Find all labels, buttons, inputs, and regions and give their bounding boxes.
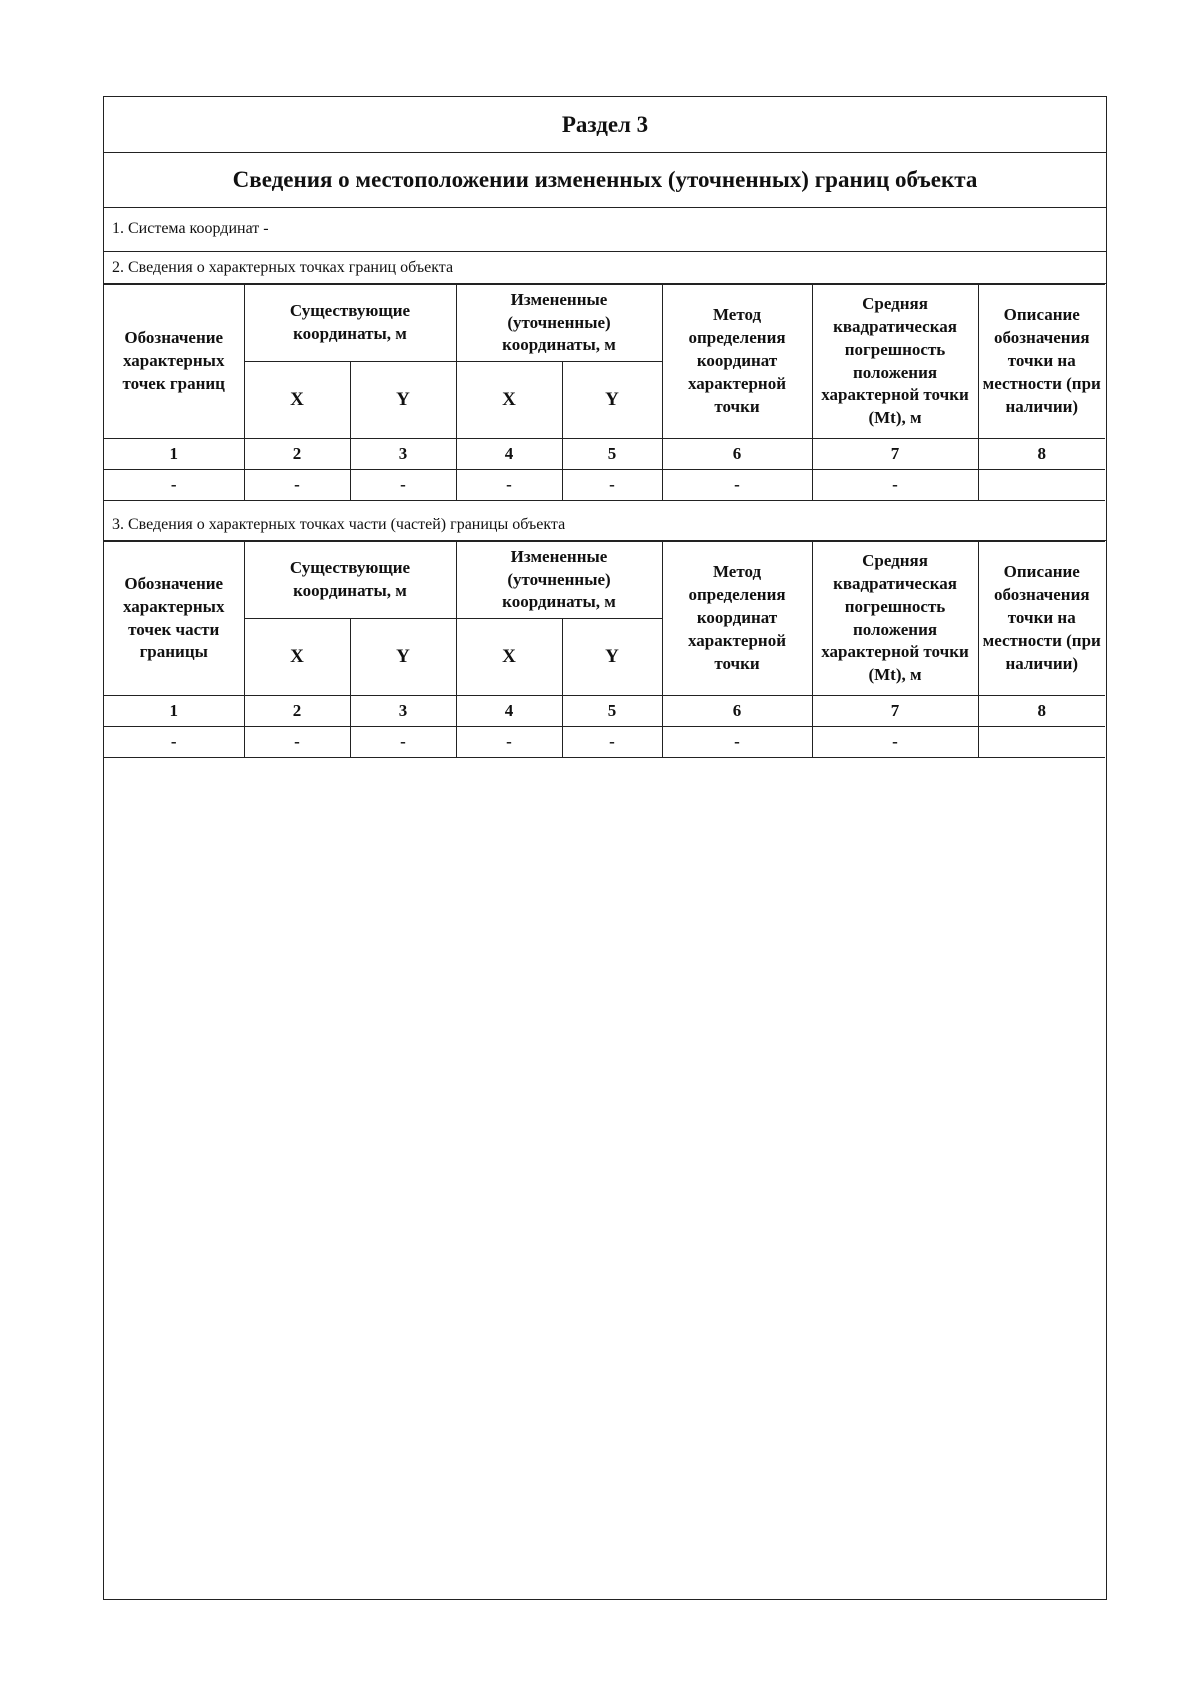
table-cell: - [562, 470, 662, 501]
header-mean-error: Средняя квадратическая погрешность положения характерной точки (Mt), м [812, 285, 978, 439]
table-cell [978, 470, 1105, 501]
header-point-designation: Обозначение характерных точек границ [104, 285, 244, 439]
table-cell: - [104, 470, 244, 501]
column-number: 4 [456, 439, 562, 470]
header-changed-coords: Измененные (уточненные) координаты, м [456, 285, 662, 362]
coordinate-system-line: 1. Система координат - [104, 207, 1106, 252]
table-cell: - [244, 727, 350, 758]
header-existing-x: X [244, 619, 350, 696]
header-changed-x: X [456, 619, 562, 696]
column-number: 3 [350, 439, 456, 470]
section-heading: Сведения о местоположении измененных (уточненных) границ объекта [104, 152, 1106, 208]
header-description: Описание обозначения точки на местности (при наличии) [978, 542, 1105, 696]
column-number: 7 [812, 696, 978, 727]
document-frame [103, 96, 1107, 1600]
table-cell: - [812, 727, 978, 758]
column-number: 8 [978, 439, 1105, 470]
table-cell: - [662, 727, 812, 758]
table-cell: - [662, 470, 812, 501]
table-cell: - [350, 470, 456, 501]
column-number: 6 [662, 696, 812, 727]
header-changed-y: Y [562, 619, 662, 696]
part2-caption: 2. Сведения о характерных точках границ объекта [104, 252, 1106, 284]
table-cell: - [812, 470, 978, 501]
column-number: 5 [562, 439, 662, 470]
table-cell [978, 727, 1105, 758]
table-row [104, 470, 1105, 501]
column-numbers-row [104, 696, 1105, 727]
table-cell: - [350, 727, 456, 758]
header-description: Описание обозначения точки на местности (при наличии) [978, 285, 1105, 439]
column-number: 1 [104, 696, 244, 727]
table-cell: - [562, 727, 662, 758]
column-number: 2 [244, 439, 350, 470]
header-method: Метод определения координат характерной точки [662, 285, 812, 439]
column-number: 4 [456, 696, 562, 727]
header-method: Метод определения координат характерной точки [662, 542, 812, 696]
header-changed-x: X [456, 362, 562, 439]
column-number: 5 [562, 696, 662, 727]
column-number: 2 [244, 696, 350, 727]
table-row [104, 727, 1105, 758]
table-cell: - [244, 470, 350, 501]
column-number: 6 [662, 439, 812, 470]
header-mean-error: Средняя квадратическая погрешность положения характерной точки (Mt), м [812, 542, 978, 696]
part3-points-table [104, 541, 1105, 758]
header-existing-y: Y [350, 362, 456, 439]
part3-caption: 3. Сведения о характерных точках части (частей) границы объекта [104, 509, 1106, 541]
column-number: 7 [812, 439, 978, 470]
table-cell: - [456, 470, 562, 501]
header-changed-coords: Измененные (уточненные) координаты, м [456, 542, 662, 619]
column-number: 1 [104, 439, 244, 470]
section-title: Раздел 3 [104, 97, 1106, 153]
header-changed-y: Y [562, 362, 662, 439]
header-existing-y: Y [350, 619, 456, 696]
table-cell: - [104, 727, 244, 758]
header-existing-x: X [244, 362, 350, 439]
header-existing-coords: Существующие координаты, м [244, 542, 456, 619]
header-existing-coords: Существующие координаты, м [244, 285, 456, 362]
column-number: 8 [978, 696, 1105, 727]
column-numbers-row [104, 439, 1105, 470]
column-number: 3 [350, 696, 456, 727]
part2-points-table [104, 284, 1105, 501]
table-cell: - [456, 727, 562, 758]
header-point-designation: Обозначение характерных точек части границы [104, 542, 244, 696]
